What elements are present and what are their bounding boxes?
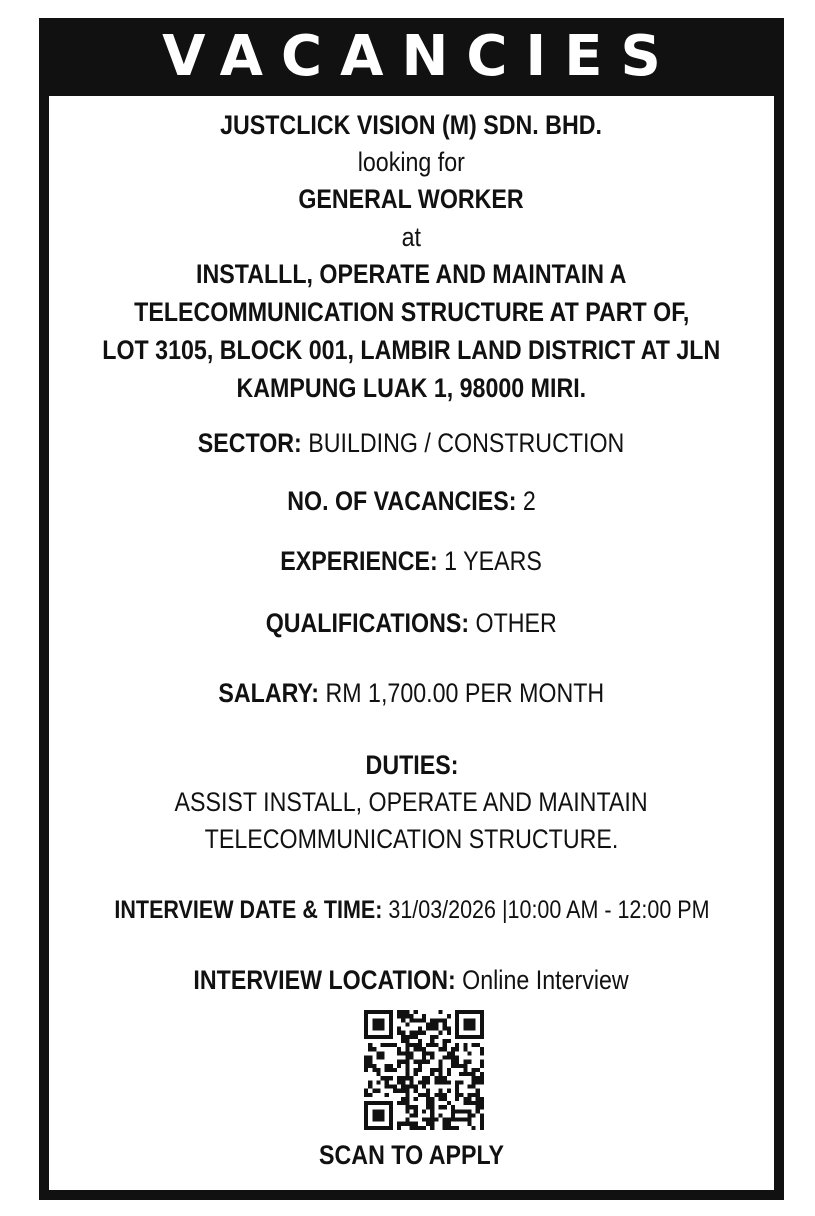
salary-field	[49, 674, 774, 712]
salary-value: RM 1,700.00 PER MONTH	[319, 678, 605, 708]
page-title: VACANCIES	[162, 24, 679, 89]
work-location-line: TELECOMMUNICATION STRUCTURE AT PART OF,	[133, 297, 690, 327]
work-location-line: LOT 3105, BLOCK 001, LAMBIR LAND DISTRICT AT JLN	[102, 335, 721, 365]
interview-datetime-value: 31/03/2026 |10:00 AM - 12:00 PM	[381, 896, 710, 924]
experience-field	[49, 542, 774, 580]
qualifications-value: OTHER	[469, 608, 558, 638]
interview-location-field	[49, 961, 774, 999]
interview-datetime-label: INTERVIEW DATE & TIME:	[113, 896, 382, 924]
header-banner	[49, 18, 774, 96]
qr-code-icon[interactable]	[364, 1010, 484, 1130]
interview-location-value: Online Interview	[456, 965, 630, 995]
vacancies-value: 2	[516, 486, 536, 516]
qualifications-label: QUALIFICATIONS:	[265, 608, 470, 638]
at-text: at	[401, 222, 422, 252]
interview-datetime-field	[49, 891, 774, 929]
vacancy-advertisement	[39, 18, 784, 1200]
experience-label: EXPERIENCE:	[280, 546, 439, 576]
scan-to-apply-text: SCAN TO APPLY	[319, 1140, 504, 1170]
work-location-line: KAMPUNG LUAK 1, 98000 MIRI.	[236, 373, 587, 403]
sector-label: SECTOR:	[198, 428, 303, 458]
sector-field	[49, 424, 774, 462]
salary-label: SALARY:	[218, 678, 320, 708]
duties-line: TELECOMMUNICATION STRUCTURE.	[204, 824, 619, 854]
duties-label: DUTIES:	[365, 750, 458, 780]
duties-line: ASSIST INSTALL, OPERATE AND MAINTAIN	[174, 787, 649, 817]
vacancies-label: NO. OF VACANCIES:	[287, 486, 517, 516]
sector-value: BUILDING / CONSTRUCTION	[302, 428, 625, 458]
looking-for-text: looking for	[357, 147, 466, 177]
interview-location-label: INTERVIEW LOCATION:	[193, 965, 457, 995]
position-title: GENERAL WORKER	[298, 184, 525, 214]
vacancies-field	[49, 482, 774, 520]
qualifications-field	[49, 604, 774, 642]
company-name: JUSTCLICK VISION (M) SDN. BHD.	[220, 110, 603, 140]
experience-value: 1 YEARS	[438, 546, 543, 576]
work-location-line: INSTALLL, OPERATE AND MAINTAIN A	[196, 259, 627, 289]
